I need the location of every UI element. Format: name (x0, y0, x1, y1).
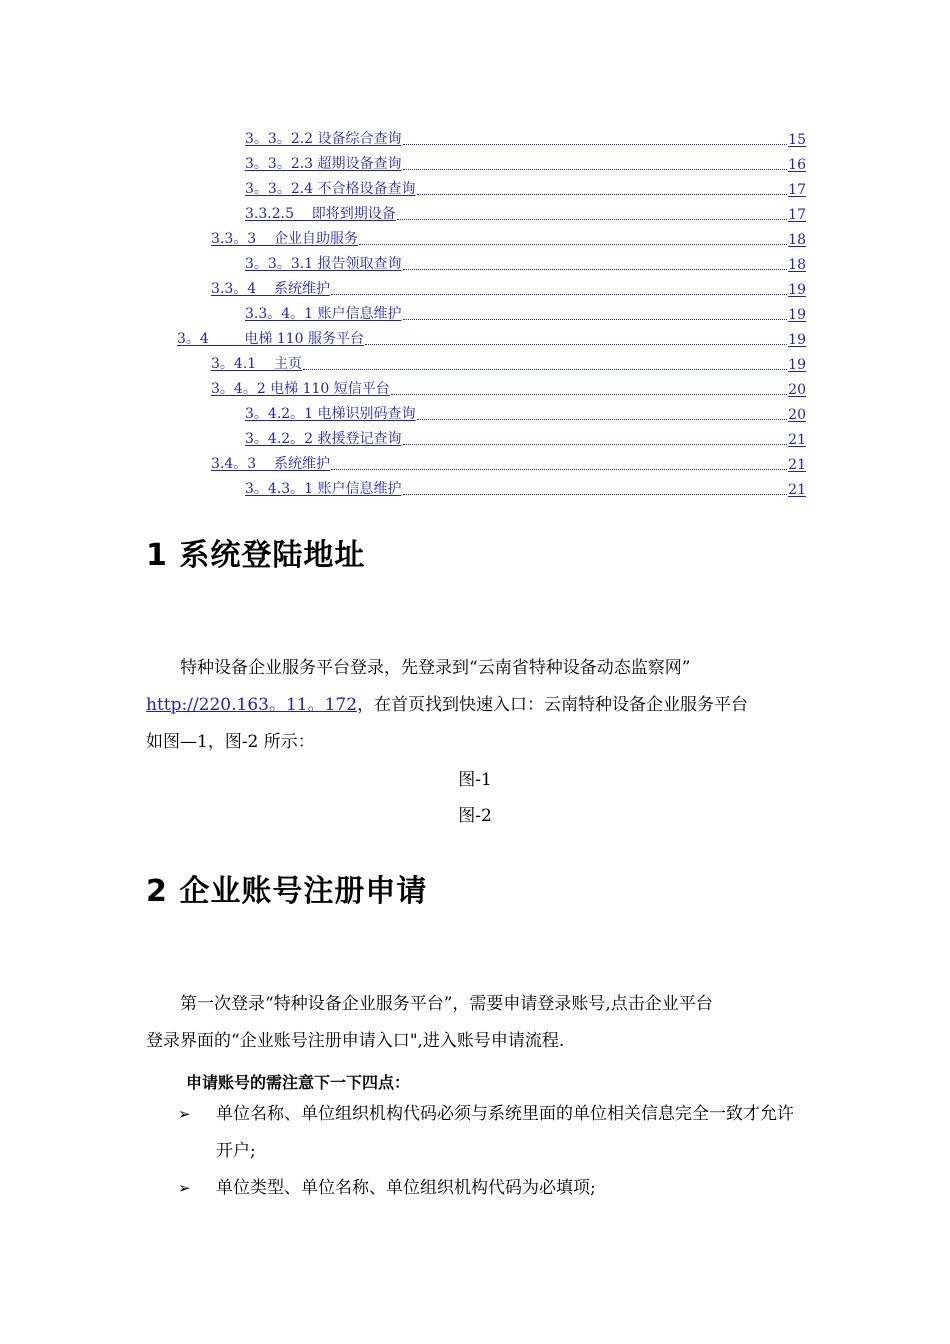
section-2-paragraph: 第一次登录“特种设备企业服务平台”，需要申请登录账号,点击企业平台 (180, 994, 713, 1014)
section-2-paragraph-line2: 登录界面的“企业账号注册申请入口",进入账号申请流程. (146, 1031, 565, 1051)
arrow-bullet-icon: ➢ (178, 1179, 191, 1197)
list-item: ➢ 单位名称、单位组织机构代码必须与系统里面的单位相关信息完全一致才允许开户; (178, 1096, 808, 1170)
toc-entry[interactable]: 3。4 电梯 110 服务平台 19 (177, 331, 806, 348)
figure-2-caption: 图-2 (458, 806, 492, 826)
toc-entry[interactable]: 3。3。2.2 设备综合查询 15 (245, 131, 806, 148)
monitoring-site-link[interactable]: http://220.163。11。172 (146, 695, 358, 715)
arrow-bullet-icon: ➢ (178, 1105, 191, 1123)
toc-entry[interactable]: 3。4.1 主页 19 (211, 356, 806, 373)
toc-entry[interactable]: 3.3。4 系统维护 19 (211, 281, 806, 298)
section-2-heading: 2 企业账号注册申请 (146, 874, 428, 909)
toc-entry[interactable]: 3。4.2。1 电梯识别码查询 20 (245, 406, 806, 423)
toc-entry[interactable]: 3。4.2。2 救援登记查询 21 (245, 431, 806, 448)
toc-entry[interactable]: 3。4。2 电梯 110 短信平台 20 (211, 381, 806, 398)
list-item: ➢ 单位类型、单位名称、单位组织机构代码为必填项; (178, 1170, 808, 1207)
toc-entry[interactable]: 3.3.2.5 即将到期设备 17 (245, 206, 806, 223)
section-1-paragraph-line2: http://220.163。11。172，在首页找到快速入口：云南特种设备企业服务平台 (146, 695, 749, 715)
toc-entry[interactable]: 3.3。3 企业自助服务 18 (211, 231, 806, 248)
toc-entry[interactable]: 3。4.3。1 账户信息维护 21 (245, 481, 806, 498)
figure-1-caption: 图-1 (458, 770, 492, 790)
toc-entry[interactable]: 3.4。3 系统维护 21 (211, 456, 806, 473)
toc-entry[interactable]: 3。3。2.4 不合格设备查询 17 (245, 181, 806, 198)
section-1-heading: 1 系统登陆地址 (146, 538, 366, 573)
account-notes-heading: 申请账号的需注意下一下四点： (186, 1073, 411, 1092)
section-1-paragraph-line3: 如图—1，图-2 所示： (146, 732, 315, 752)
toc-entry[interactable]: 3.3。4。1 账户信息维护 19 (245, 306, 806, 323)
toc-entry[interactable]: 3。3。2.3 超期设备查询 16 (245, 156, 806, 173)
toc-entry[interactable]: 3。3。3.1 报告领取查询 18 (245, 256, 806, 273)
section-1-paragraph: 特种设备企业服务平台登录，先登录到“云南省特种设备动态监察网” (180, 658, 691, 678)
